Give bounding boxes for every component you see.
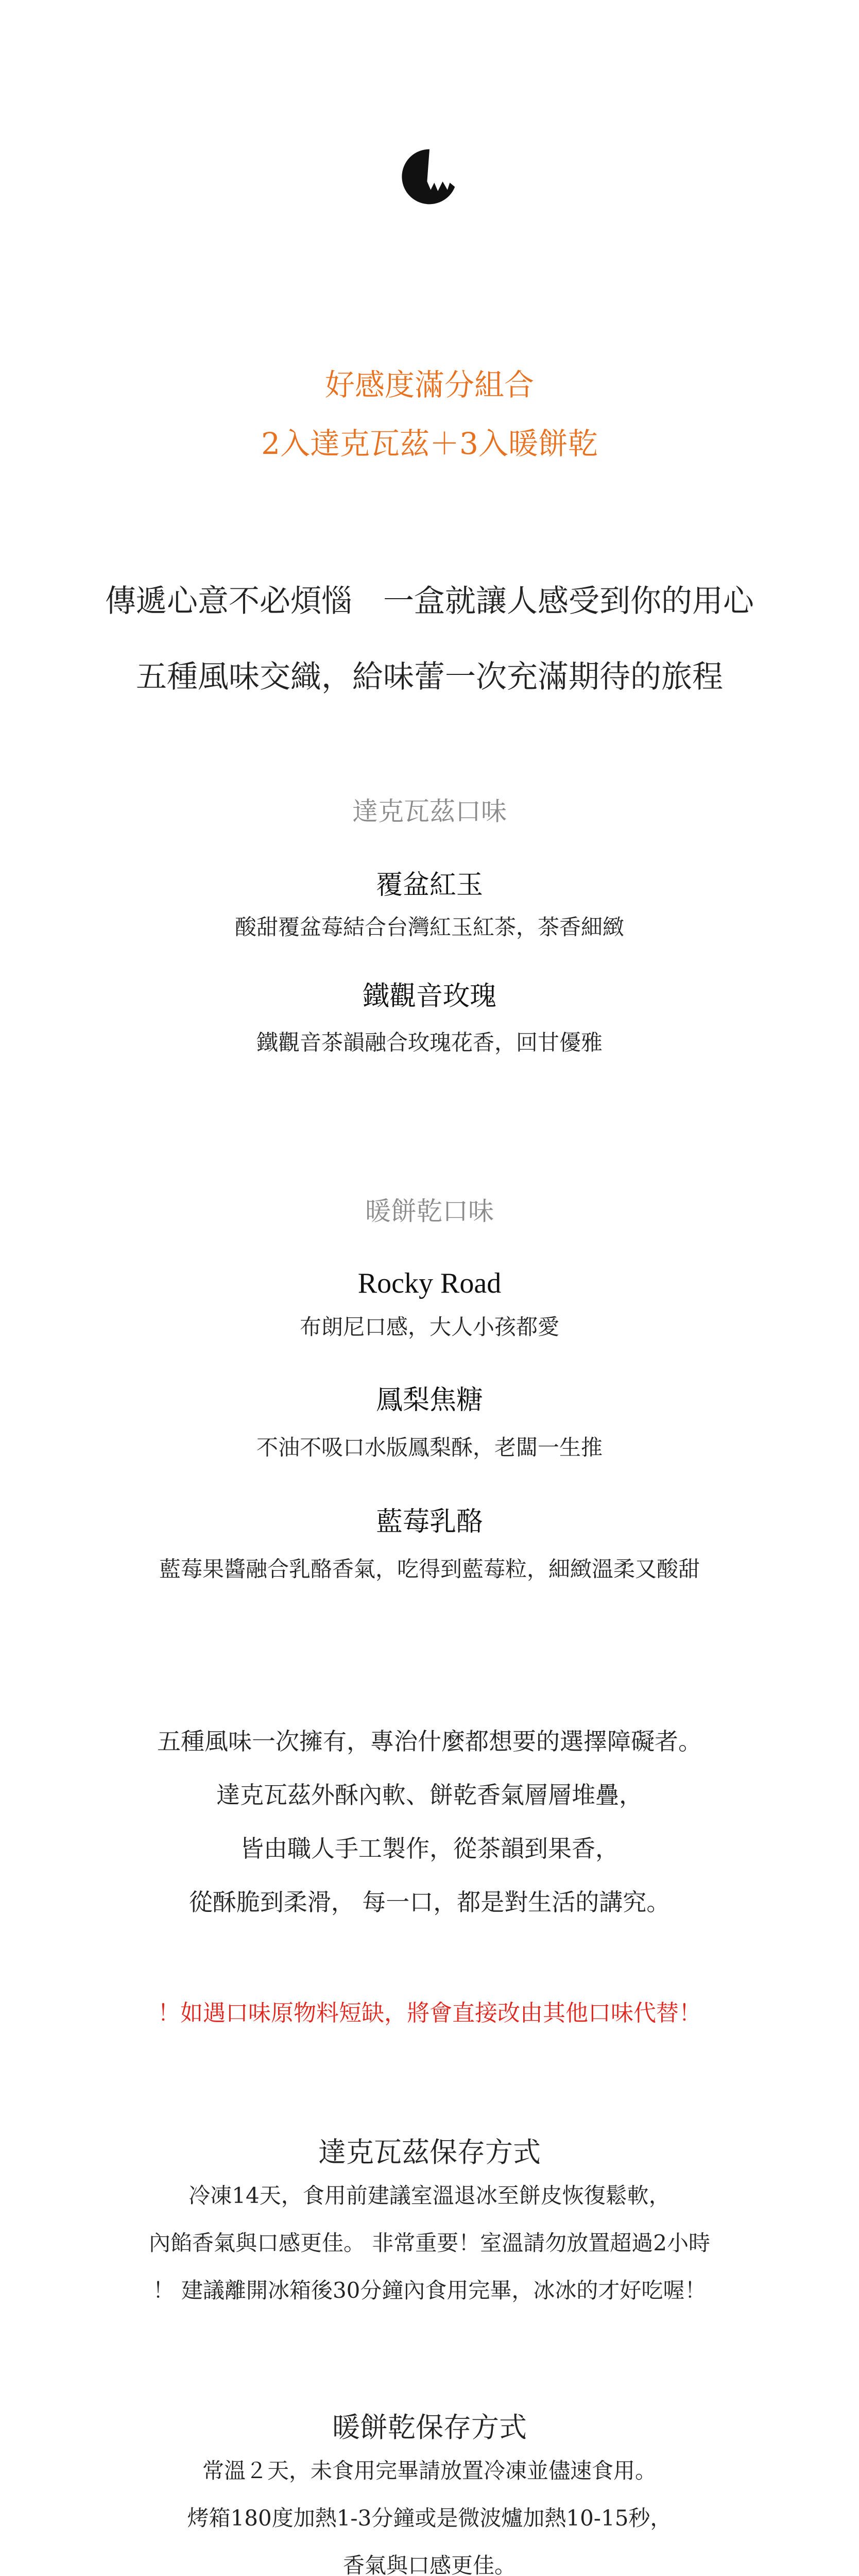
storage-line: 內餡香氣與口感更佳。 非常重要！室溫請勿放置超過2小時 [148,2230,711,2256]
cookies-storage-title: 暖餅乾保存方式 [332,2411,527,2444]
title-line-2: 2入達克瓦茲＋3入暖餅乾 [261,426,598,461]
intro-line-1: 傳遞心意不必煩惱 一盒就讓人感受到你的用心 [105,583,754,619]
flavor-desc: 布朗尼口感，大人小孩都愛 [299,1314,559,1340]
story-line: 達克瓦茲外酥內軟、餅乾香氣層層堆疊， [216,1781,643,1809]
story-line: 五種風味一次擁有，專治什麼都想要的選擇障礙者。 [157,1727,702,1755]
shortage-notice: ！如遇口味原物料短缺，將會直接改由其他口味代替！ [158,2000,701,2026]
flavor-name: 藍莓乳酪 [375,1506,483,1537]
dacquoise-storage-text [0,2172,859,2314]
product-title [0,355,859,473]
story-line: 皆由職人手工製作，從茶韻到果香， [240,1835,619,1862]
flavor-name: Rocky Road [357,1267,502,1299]
intro-line-2: 五種風味交織，給味蕾一次充滿期待的旅程 [136,659,723,695]
dacquoise-heading: 達克瓦茲口味 [352,796,507,826]
storage-line: 冷凍14天，食用前建議室溫退冰至餅皮恢復鬆軟， [188,2183,671,2208]
cookies-heading: 暖餅乾口味 [365,1196,494,1226]
flavor-desc: 鐵觀音茶韻融合玫瑰花香，回甘優雅 [256,1030,603,1055]
story-line: 從酥脆到柔滑， 每一口，都是對生活的講究。 [188,1888,671,1916]
moon-bite-logo-icon [400,147,459,207]
flavor-desc: 不油不吸口水版鳳梨酥，老闆一生推 [256,1435,603,1460]
flavor-name: 鐵觀音玫瑰 [362,981,496,1012]
intro-text [0,564,859,715]
title-line-1: 好感度滿分組合 [324,367,534,402]
dacquoise-storage-title: 達克瓦茲保存方式 [318,2136,541,2168]
story-paragraph [0,1715,859,1929]
cookies-storage-text [0,2447,859,2576]
storage-line: 香氣與口感更佳。 [342,2553,516,2576]
storage-line: 烤箱180度加熱1-3分鐘或是微波爐加熱10-15秒， [187,2505,672,2531]
flavor-name: 鳳梨焦糖 [375,1385,483,1416]
storage-line: 常溫２天，未食用完畢請放置冷凍並儘速食用。 [202,2458,657,2483]
flavor-name: 覆盆紅玉 [375,870,483,901]
flavor-desc: 藍莓果醬融合乳酪香氣，吃得到藍莓粒，細緻溫柔又酸甜 [159,1556,700,1582]
storage-line: ！ 建議離開冰箱後30分鐘內食用完畢，冰冰的才好吃喔！ [152,2278,707,2303]
flavor-desc: 酸甜覆盆莓結合台灣紅玉紅茶，茶香細緻 [234,914,624,940]
